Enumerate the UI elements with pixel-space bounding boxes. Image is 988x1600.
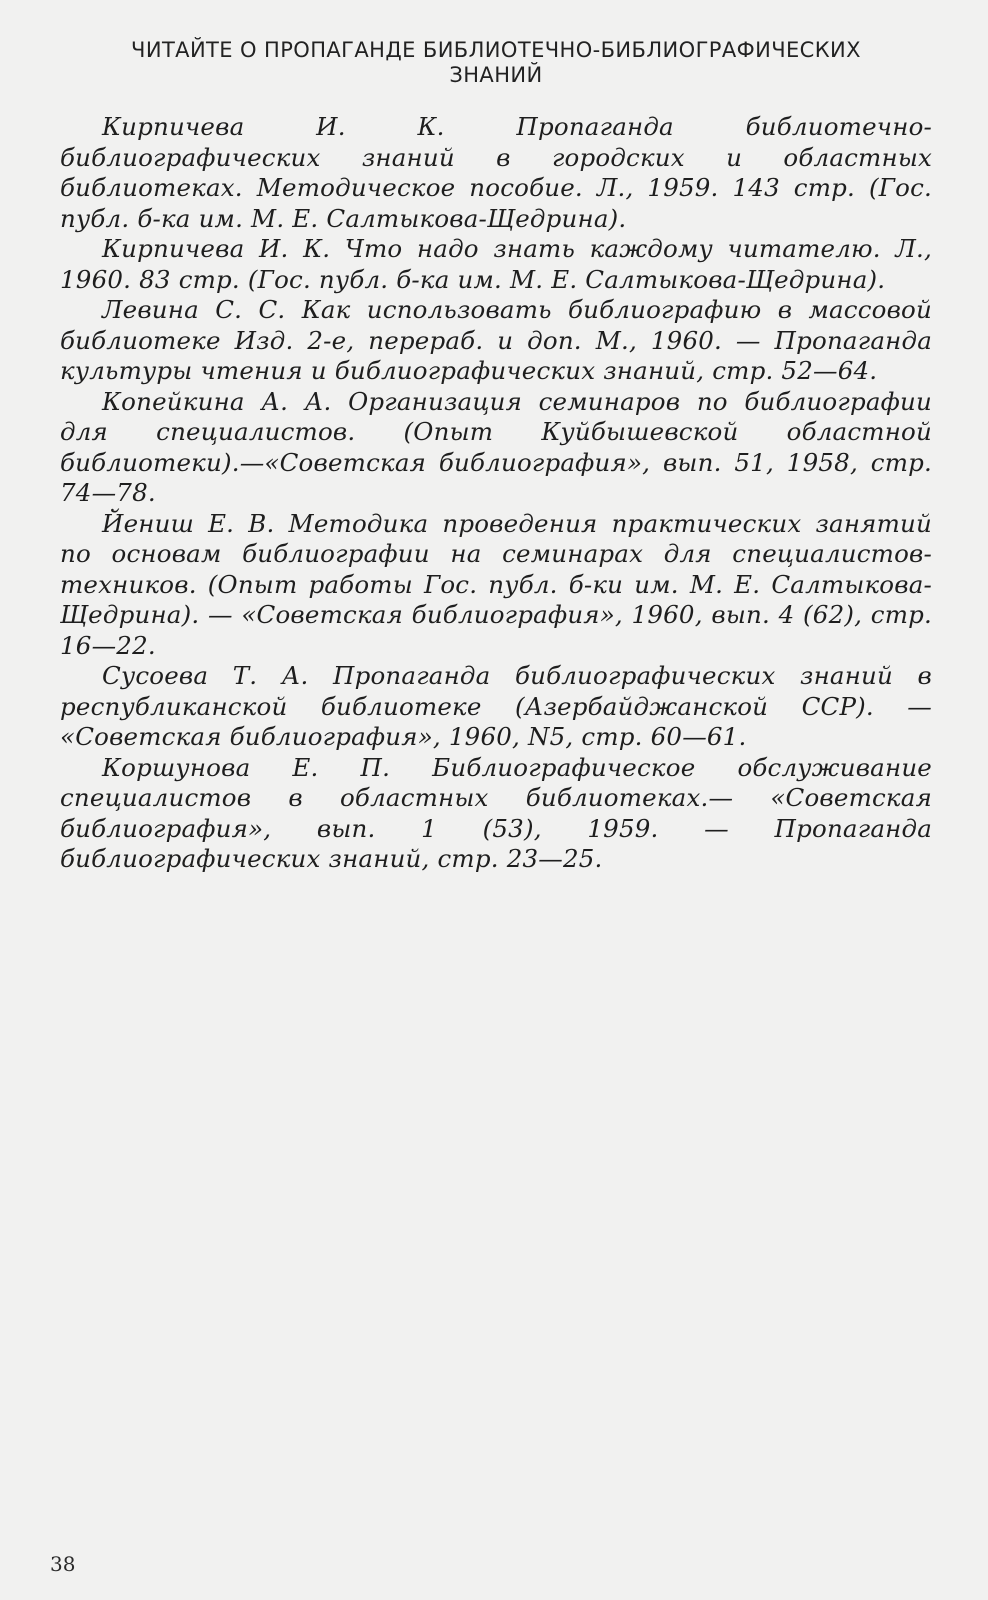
bibliography-list	[60, 112, 932, 875]
heading-line-2: ЗНАНИЙ	[449, 63, 543, 87]
bibliography-entry-2: Кирпичева И. К. Что надо знать каждому читателю. Л., 1960. 83 стр. (Гос. публ. б-ка им. М. Е. Салтыкова-Щедрина).	[60, 234, 932, 294]
bibliography-entry-1: Кирпичева И. К. Пропаганда библиотечно-библиографических знаний в городских и областных библиотеках. Методическое пособие. Л., 1959. 143 стр. (Гос. публ. б-ка им. М. Е. Салтыкова-Щедрина).	[60, 112, 932, 233]
bibliography-entry-6: Сусоева Т. А. Пропаганда библиографических знаний в республиканской библиотеке (Азербайджанской ССР). — «Советская библиография», 1960, N5, стр. 60—61.	[60, 661, 932, 751]
page-number: 38	[50, 1552, 76, 1576]
heading-line-1: ЧИТАЙТЕ О ПРОПАГАНДЕ БИБЛИОТЕЧНО-БИБЛИОГРАФИЧЕСКИХ	[131, 38, 861, 62]
bibliography-entry-5: Йениш Е. В. Методика проведения практических занятий по основам библиографии на семинарах для специалистов-техников. (Опыт работы Гос. публ. б-ки им. М. Е. Салтыкова-Щедрина). — «Советская библиография», 1960, вып. 4 (62), стр. 16—22.	[60, 508, 932, 660]
bibliography-entry-7: Коршунова Е. П. Библиографическое обслуживание специалистов в областных библиотеках.— «Советская библиография», вып. 1 (53), 1959. — Пропаганда библиографических знаний, стр. 23—25.	[60, 752, 932, 873]
page-heading	[60, 38, 932, 88]
bibliography-entry-3: Левина С. С. Как использовать библиографию в массовой библиотеке Изд. 2-е, перераб. и доп. М., 1960. — Пропаганда культуры чтения и библиографических знаний, стр. 52—64.	[60, 295, 932, 385]
bibliography-entry-4: Копейкина А. А. Организация семинаров по библиографии для специалистов. (Опыт Куйбышевской областной библиотеки).—«Советская библиография», вып. 51, 1958, стр. 74—78.	[60, 386, 932, 507]
